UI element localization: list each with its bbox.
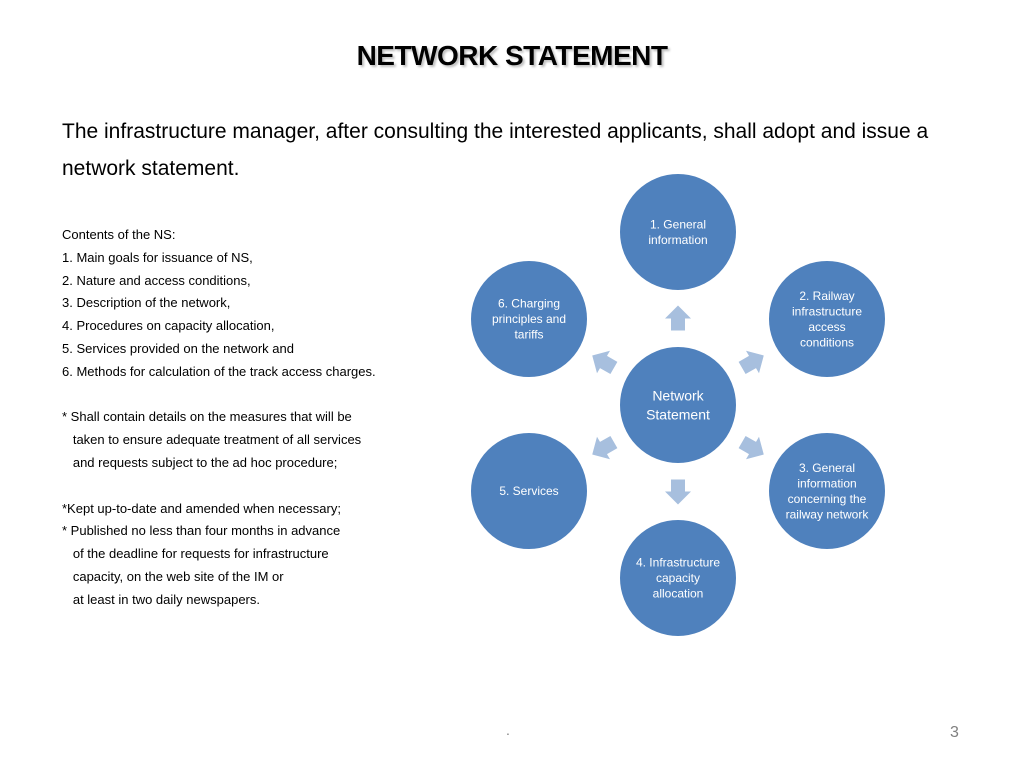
cycle-node-5 [470,432,588,550]
connector-arrow [736,344,771,379]
contents-line: Contents of the NS: [62,227,176,242]
cycle-node-2 [768,260,886,378]
footer-mark: . [506,722,510,738]
contents-line: * Shall contain details on the measures that will be [62,409,352,425]
connector-arrow [736,431,771,466]
center-node [619,346,737,464]
contents-line: * Published no less than four months in advance [62,523,341,539]
page-number: 3 [950,724,959,741]
contents-line: taken to ensure adequate treatment of all services [62,432,362,448]
contents-line: 5. Services provided on the network and [62,340,294,356]
cycle-node-1 [619,173,737,291]
node-label: 5. Services [499,484,559,499]
cycle-node-4 [619,519,737,637]
connector-arrow [586,431,621,466]
cycle-node-3 [768,432,886,550]
connector-arrow [665,480,691,505]
contents-line: at least in two daily newspapers. [62,591,260,607]
contents-line: 2. Nature and access conditions, [62,272,251,288]
intro-paragraph: The infrastructure manager, after consulting the interested applicants, shall adopt and issue a network statement. [62,120,929,180]
slide-title: NETWORK STATEMENT [356,40,668,71]
node-label: 4. Infrastructure capacity allocation [635,555,721,601]
node-label: Network Statement [646,387,710,423]
contents-line: *Kept up-to-date and amended when necessary; [62,500,341,516]
contents-line: 1. Main goals for issuance of NS, [62,249,253,265]
connector-arrow [586,344,621,379]
contents-line: 6. Methods for calculation of the track access charges. [62,363,376,379]
contents-line: of the deadline for requests for infrastructure [62,546,329,562]
node-label: 1. General information [648,217,708,247]
contents-line: and requests subject to the ad hoc procedure; [62,454,338,470]
node-label: 3. General information concerning the railway network [785,460,869,522]
connector-arrow [665,306,691,331]
contents-line: 3. Description of the network, [62,295,231,311]
contents-line: 4. Procedures on capacity allocation, [62,318,275,334]
contents-line: capacity, on the web site of the IM or [62,568,284,584]
node-label: 2. Railway infrastructure access conditions [791,288,863,350]
node-label: 6. Charging principles and tariffs [491,296,567,342]
cycle-node-6 [470,260,588,378]
